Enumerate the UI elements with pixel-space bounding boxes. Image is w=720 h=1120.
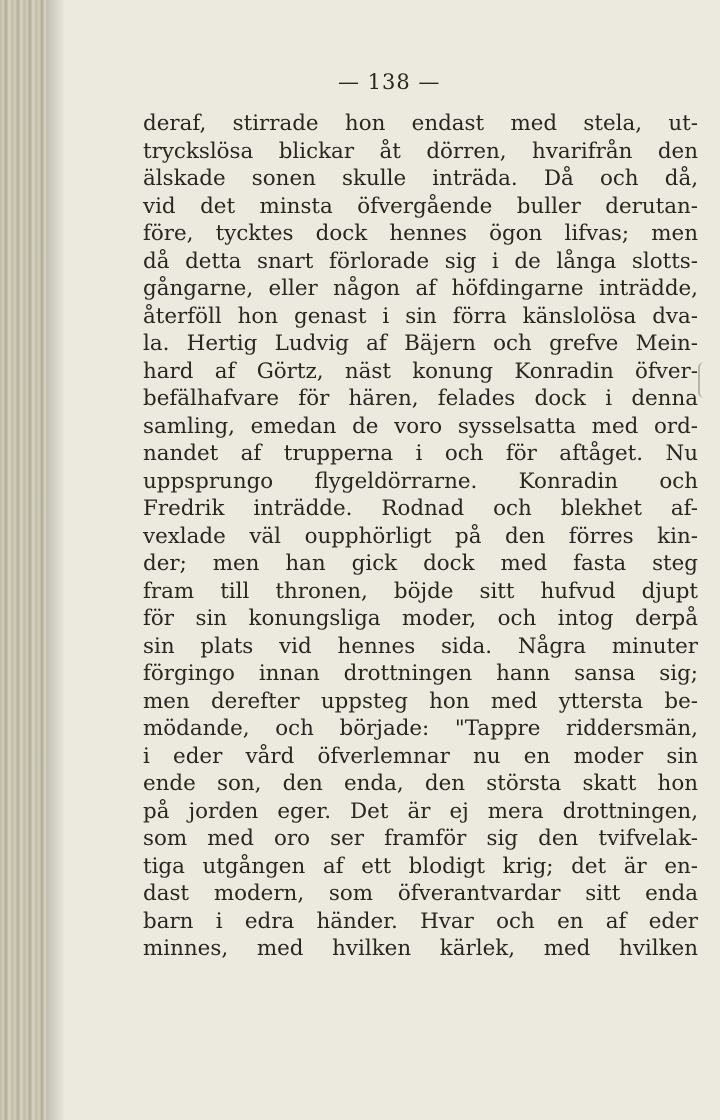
text-line: tryckslösa blickar åt dörren, hvarifrån den (143, 138, 698, 164)
text-line: vid det minsta öfvergående buller derutan- (143, 193, 698, 219)
text-line: nandet af trupperna i och för aftåget. Nu (143, 441, 698, 466)
page-edge-mark (698, 362, 712, 398)
text-line: hard af Görtz, näst konung Konradin öfver- (143, 358, 698, 384)
text-line: der; men han gick dock med fasta steg (143, 551, 698, 576)
book-binding-edge (0, 0, 46, 1120)
text-line: förgingo innan drottningen hann sansa sig; (143, 661, 698, 686)
text-line: gångarne, eller någon af höfdingarne inträdde, (143, 276, 698, 301)
text-line: sin plats vid hennes sida. Några minuter (143, 633, 698, 659)
text-line: fram till thronen, böjde sitt hufvud djupt (143, 578, 698, 604)
gutter-shadow (46, 0, 64, 1120)
text-line: som med oro ser framför sig den tvifvelak- (143, 826, 698, 851)
text-line: återföll hon genast i sin förra känslolösa dva- (143, 303, 698, 329)
text-line: barn i edra händer. Hvar och en af eder (143, 908, 698, 934)
text-line: tiga utgången af ett blodigt krig; det är en- (143, 853, 698, 879)
text-line: la. Hertig Ludvig af Bäjern och grefve Mein- (143, 331, 698, 356)
text-line: före, tycktes dock hennes ögon lifvas; men (143, 221, 698, 246)
text-line: Fredrik inträdde. Rodnad och blekhet af- (143, 496, 698, 521)
text-line: minnes, med hvilken kärlek, med hvilken (143, 936, 698, 961)
text-line: mödande, och började: "Tappre riddersmän, (143, 716, 698, 741)
page-number: — 138 — (338, 70, 441, 94)
text-line: befälhafvare för hären, felades dock i denna (143, 386, 698, 411)
body-text (143, 110, 698, 963)
text-line: för sin konungsliga moder, och intog derpå (143, 606, 698, 631)
text-line: uppsprungo flygeldörrarne. Konradin och (143, 468, 698, 494)
text-line: älskade sonen skulle inträda. Då och då, (143, 166, 698, 191)
text-line: då detta snart förlorade sig i de långa slotts- (143, 248, 698, 274)
text-line: deraf, stirrade hon endast med stela, ut- (143, 111, 698, 136)
text-line: samling, emedan de voro sysselsatta med ord- (143, 413, 698, 439)
text-line: dast modern, som öfverantvardar sitt enda (143, 881, 698, 906)
text-line: på jorden eger. Det är ej mera drottningen, (143, 798, 698, 824)
text-line: men derefter uppsteg hon med yttersta be- (143, 688, 698, 714)
text-line: ende son, den enda, den största skatt hon (143, 771, 698, 796)
text-line: vexlade väl oupphörligt på den förres kin- (143, 523, 698, 549)
text-line: i eder vård öfverlemnar nu en moder sin (143, 743, 698, 769)
